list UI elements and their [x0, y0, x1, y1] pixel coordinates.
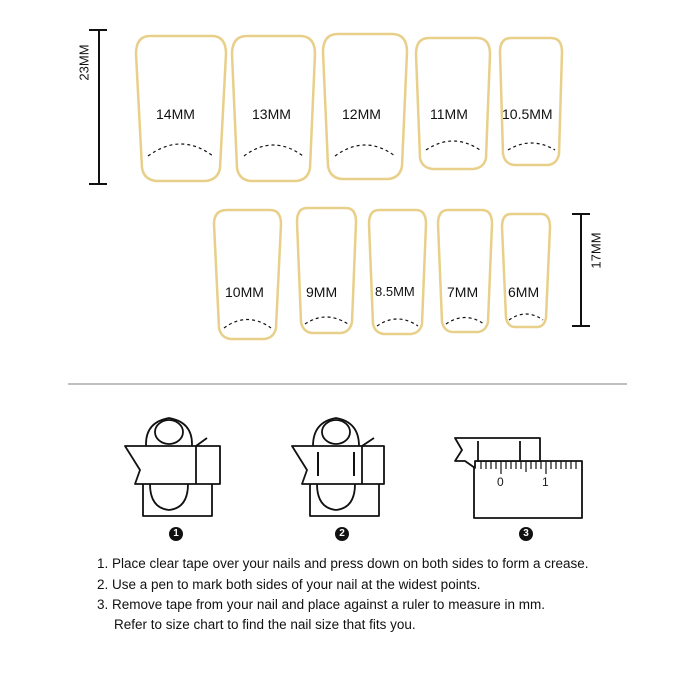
cuticle-line-10mm	[224, 320, 271, 329]
instruction-note: Refer to size chart to find the nail size that fits you.	[114, 617, 416, 632]
nail-size-label: 9MM	[306, 284, 338, 300]
nail-size-label: 10.5MM	[502, 106, 553, 122]
cuticle-line-12mm	[335, 145, 395, 156]
nail-size-label: 7MM	[447, 284, 479, 300]
nail-shape-9mm	[297, 208, 356, 333]
step-number-1: 1	[169, 527, 183, 541]
nail-size-label: 11MM	[430, 106, 468, 122]
nail-size-label: 8.5MM	[375, 284, 415, 299]
dimension-label-17mm: 17MM	[588, 232, 604, 269]
ruler-tick-label-1: 1	[542, 475, 549, 489]
cuticle-line-13mm	[244, 145, 303, 156]
instruction-3: 3. Remove tape from your nail and place against a ruler to measure in mm.	[97, 597, 545, 612]
instruction-2: 2. Use a pen to mark both sides of your nail at the widest points.	[97, 577, 481, 592]
step-1-illustration	[125, 418, 220, 516]
nail-size-label: 10MM	[225, 284, 264, 300]
nail-size-label: 13MM	[252, 106, 291, 122]
step-2-illustration	[292, 418, 384, 516]
cuticle-line-10.5mm	[508, 143, 555, 150]
nail-size-label: 12MM	[342, 106, 381, 122]
cuticle-line-8.5mm	[377, 319, 418, 326]
nail-shape-7mm	[438, 210, 492, 332]
step-number-2: 2	[335, 527, 349, 541]
step-3-illustration	[455, 438, 582, 518]
dimension-label-23mm: 23MM	[76, 44, 92, 81]
cuticle-line-14mm	[148, 144, 213, 156]
cuticle-line-9mm	[305, 317, 348, 324]
nail-shape-6mm	[502, 214, 550, 327]
ruler-body	[474, 461, 582, 518]
instruction-1: 1. Place clear tape over your nails and press down on both sides to form a crease.	[97, 556, 589, 571]
ruler-tick-label-0: 0	[497, 475, 504, 489]
cuticle-line-11mm	[426, 141, 480, 150]
cuticle-line-6mm	[509, 314, 543, 320]
nail-size-label: 6MM	[508, 284, 540, 300]
nail-shape-8.5mm	[369, 210, 426, 334]
nail-shape-10.5mm	[500, 38, 562, 165]
cuticle-line-7mm	[446, 318, 484, 325]
step-number-3: 3	[519, 527, 533, 541]
nail-size-label: 14MM	[156, 106, 195, 122]
